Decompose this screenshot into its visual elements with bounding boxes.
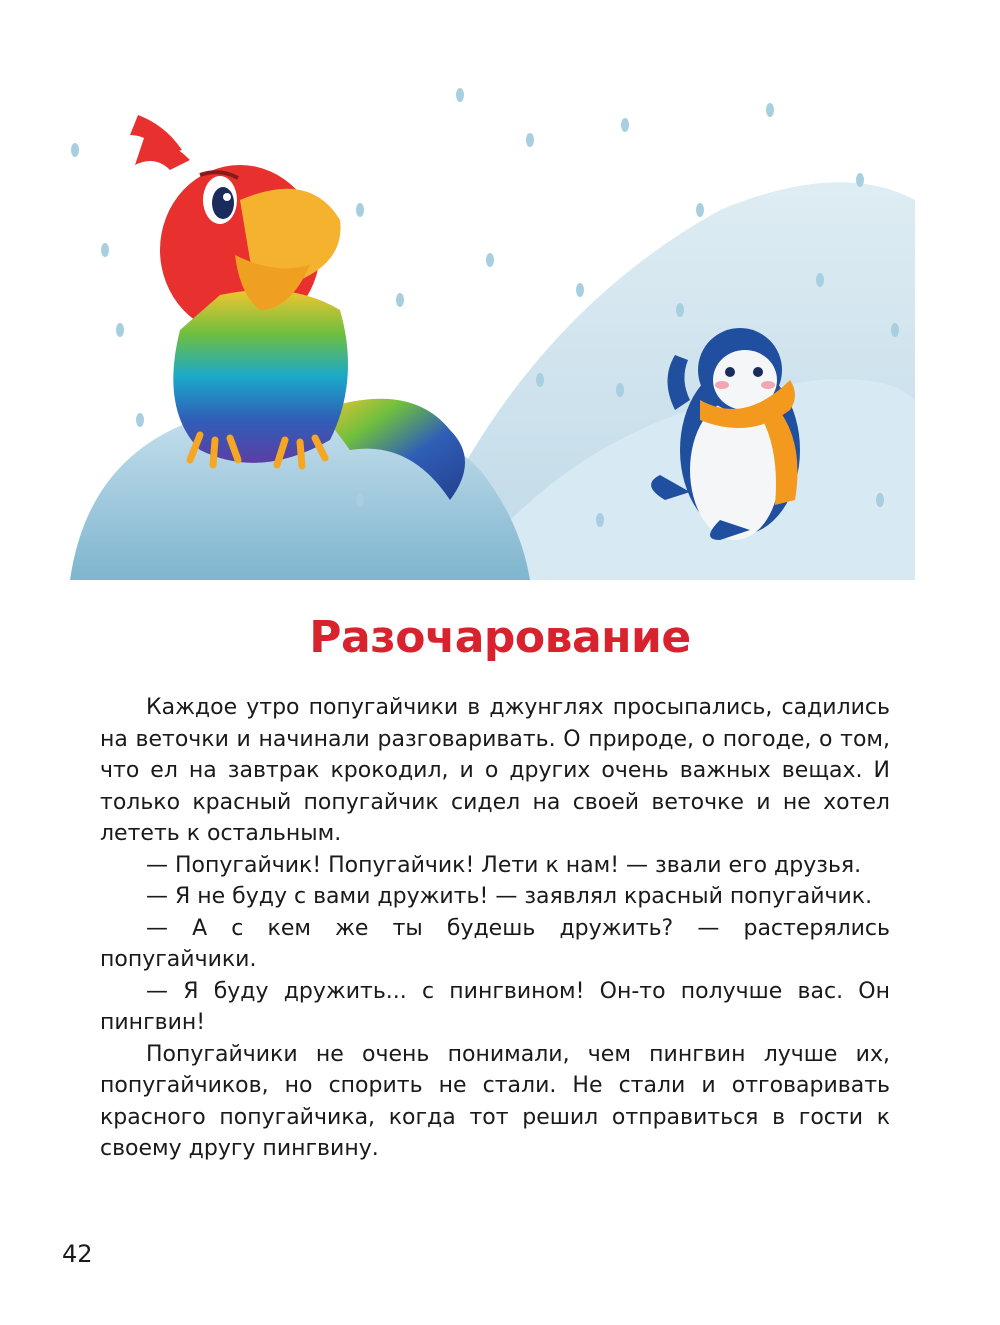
parrot-icon [130, 115, 348, 466]
paragraph: — А с кем же ты будешь дружить? — растерялись попугайчики. [100, 915, 890, 972]
story-text [100, 692, 890, 1165]
page-title: Разочарование [309, 612, 691, 663]
paragraph: — Попугайчик! Попугайчик! Лети к нам! — звали его друзья. [146, 852, 862, 878]
paragraph: Каждое утро попугайчики в джунглях просыпались, садились на веточки и начинали разговаривать. О природе, о погоде, о том, что ел на завтрак крокодил, и о других очень важных вещах. И только красный попугайчик сидел на своей веточке и не хотел лететь к остальным. [100, 695, 890, 846]
paragraph: — Я буду дружить... с пингвином! Он-то получше вас. Он пингвин! [100, 978, 890, 1035]
paragraph: Попугайчики не очень понимали, чем пингвин лучше их, попугайчиков, но спорить не стали. Не стали и отговаривать красного попугайчика, когда тот решил отправиться в гости к своему другу пингвину. [100, 1041, 890, 1161]
illustration [60, 80, 920, 600]
page-number: 42 [62, 1240, 93, 1268]
paragraph: — Я не буду с вами дружить! — заявлял красный попугайчик. [146, 884, 873, 909]
winter-scene [60, 80, 920, 600]
